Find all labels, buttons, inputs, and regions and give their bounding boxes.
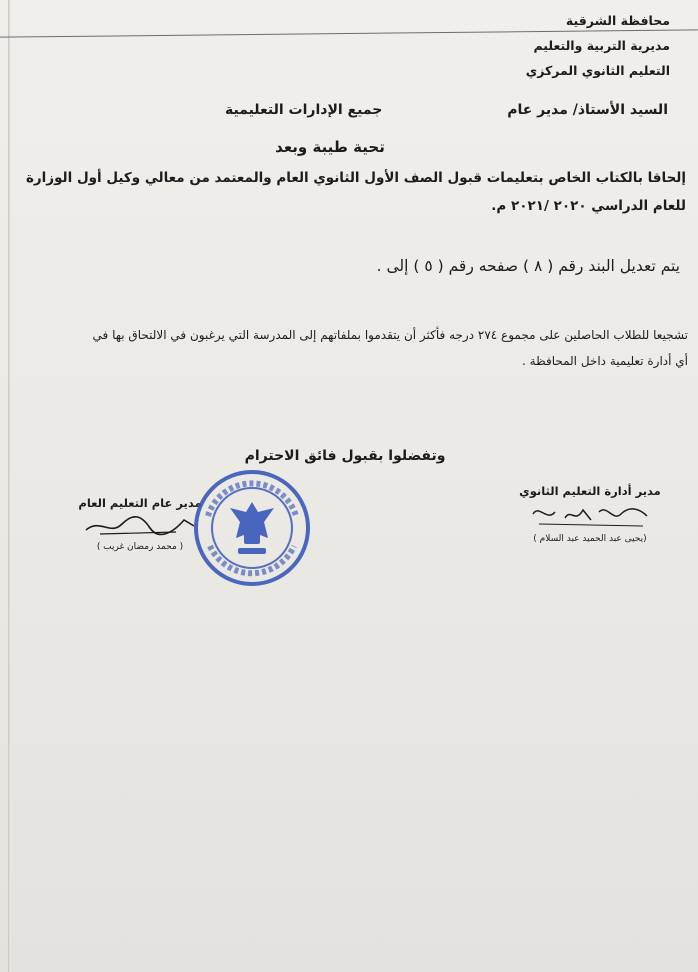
department-name: التعليم الثانوي المركزي xyxy=(525,63,670,78)
signature-secondary-director xyxy=(500,484,680,544)
signature-name: (يحيى عبد الحميد عبد السلام ) xyxy=(533,534,647,544)
addressee-line xyxy=(28,102,668,118)
handwritten-signature-icon xyxy=(525,500,655,530)
addressee-title: السيد الأستاذ/ مدير عام xyxy=(507,102,668,118)
governorate-name: محافظة الشرقية xyxy=(565,13,670,28)
signature-title: مدير عام التعليم العام xyxy=(78,496,202,510)
amendment-paragraph xyxy=(8,322,688,374)
directorate-name: مديرية التربية والتعليم xyxy=(533,38,670,53)
signature-name: ( محمد رمضان غريب ) xyxy=(96,542,184,552)
closing-line: وتفضلوا بقبول فائق الاحترام xyxy=(244,448,446,464)
amendment-text-line-2: أي أدارة تعليمية داخل المحافظة . xyxy=(522,354,688,368)
signature-title: مدير أدارة التعليم الثانوي xyxy=(519,484,661,498)
page-fold-shadow xyxy=(8,0,11,972)
reference-line-2: للعام الدراسي ٢٠٢٠ /٢٠٢١ م. xyxy=(491,198,686,214)
amendment-line: يتم تعديل البند رقم ( ٨ ) صفحه رقم ( ٥ ) إلى . xyxy=(376,257,680,275)
reference-paragraph xyxy=(16,164,686,220)
official-seal-icon xyxy=(190,466,314,590)
greeting: تحية طيبة وبعد xyxy=(275,138,385,156)
reference-line-1: إلحاقا بالكتاب الخاص بتعليمات قبول الصف الأول الثانوي العام والمعتمد من معالي وكيل أول الوزارة xyxy=(25,170,686,186)
letterhead xyxy=(410,8,670,83)
handwritten-signature-icon xyxy=(80,512,200,538)
amendment-text-line-1: تشجيعا للطلاب الحاصلين على مجموع ٢٧٤ درجه فأكثر أن يتقدموا بملفاتهم إلى المدرسة التي يرغبون في الالتحاق بها في xyxy=(92,328,688,342)
addressee-administrations: جميع الإدارات التعليمية xyxy=(224,102,383,118)
